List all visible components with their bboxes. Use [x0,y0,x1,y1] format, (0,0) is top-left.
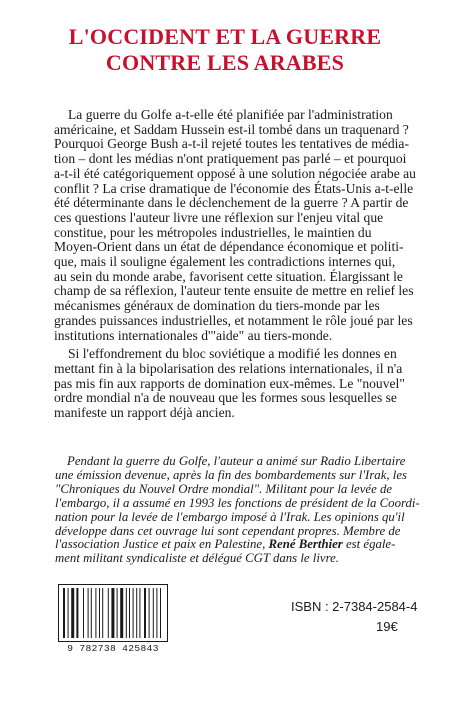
barcode [58,584,168,654]
summary-line: La guerre du Golfe a-t-elle été planifiée par l'administration [68,107,393,122]
summary-line: manifeste un rapport déjà ancien. [54,405,235,421]
barcode-bar [129,588,130,638]
summary-line: Pourquoi George Bush a-t-il rejeté toutes les tentatives de média- [54,136,409,152]
barcode-bar [156,588,157,638]
barcode-bar [99,588,100,638]
bio-line: "Chroniques du Nouvel Ordre mondial". Militant pour la levée de [55,481,393,496]
bio-line-author [55,538,405,552]
bio-line: développe dans cet ouvrage lui sont cependant propres. Membre de [55,523,401,538]
barcode-bar [144,588,146,638]
title-line-1: L'OCCIDENT ET LA GUERRE [68,24,382,49]
book-title [0,24,450,76]
author-bio [55,454,420,566]
barcode-bar [160,588,161,638]
summary-line: été déterminante dans le déclenchement de la guerre ? A partir de [54,195,409,211]
barcode-bar [136,588,137,638]
barcode-bar [83,588,84,638]
barcode-bar [88,588,89,638]
summary-line: ces questions l'auteur livre une réflexion sur l'enjeu vital que [54,209,384,225]
barcode-bar [153,588,154,638]
summary-paragraph-2 [54,347,407,421]
summary-line: Moyen-Orient dans un état de dépendance économique et politi- [54,239,404,255]
barcode-bar [126,588,127,638]
bio-line-text: est égale- [342,537,396,552]
barcode-bar [139,588,140,638]
barcode-bar [71,588,74,638]
summary-line: que, mais il souligne également les contradictions internes qui, [54,254,396,270]
barcode-bar [108,588,109,638]
summary-line: tion – dont les médias n'ont pratiquement pas parlé – et pourquoi [54,151,407,167]
isbn-number: ISBN : 2-7384-2584-4 [291,599,418,614]
bio-line: une émission devenue, après la fin des bombardements sur l'Irak, les [55,467,407,482]
bio-line: nation pour la levée de l'embargo imposé à l'Irak. Les opinions qu'il [55,509,405,524]
barcode-bar [76,588,78,638]
summary-line: conflit ? La crise dramatique de l'économie des États-Unis a-t-elle [54,180,414,196]
bio-line: ment militant syndicaliste et délégué CGT dans le livre. [55,551,339,566]
barcode-bar [117,588,118,638]
barcode-bar [63,588,65,638]
barcode-bar [149,588,150,638]
price-label: 19€ [376,619,398,634]
bio-line: l'embargo, il a assumé en 1993 les fonctions de président de la Coordi- [55,495,420,510]
summary-line: ordre mondial n'a de nouveau que les formes sous lesquelles se [54,390,397,406]
summary-line: au sein du monde arabe, favorisent cette situation. Élargissant le [54,268,403,284]
bio-line: Pendant la guerre du Golfe, l'auteur a animé sur Radio Libertaire [67,454,406,468]
barcode-bar [133,588,134,638]
barcode-bar [91,588,92,638]
barcode-bar [102,588,103,638]
barcode-bar [120,588,123,638]
barcode-bar [68,588,69,638]
summary-line: mettant fin à la bipolarisation des relations internationales, il n'a [54,360,403,376]
summary-line: pas mis fin aux rapports de domination eux-mêmes. Le "nouvel" [54,375,405,391]
title-line-2: CONTRE LES ARABES [105,50,345,75]
back-cover-summary [54,107,416,425]
barcode-digits: 9 782738 425843 [67,643,159,654]
barcode-bars [59,585,167,641]
summary-line: institutions internationales d'"aide" au tiers-monde. [54,327,333,343]
bio-line-text: l'association Justice et paix en Palestine, [55,537,266,552]
summary-line: a-t-il été catégoriquement opposé à une solution négociée arabe au [54,165,416,181]
summary-line: champ de sa réflexion, l'auteur tente ensuite de mettre en relief les [54,283,414,299]
summary-line: mécanismes généraux de domination du tiers-monde par les [54,298,380,314]
barcode-bar [95,588,96,638]
author-name: René Berthier [268,537,343,552]
summary-line: constitue, pour les métropoles industrielles, le maintien du [54,224,372,240]
barcode-bar [111,588,114,638]
summary-line: grandes puissances industrielles, et notamment le rôle joué par les [54,312,413,328]
summary-line: américaine, et Saddam Hussein est-il tombé dans un traquenard ? [54,121,409,137]
summary-paragraph-1 [54,107,416,343]
summary-line: Si l'effondrement du bloc soviétique a modifié les donnes en [68,346,397,362]
barcode-frame [58,584,168,642]
